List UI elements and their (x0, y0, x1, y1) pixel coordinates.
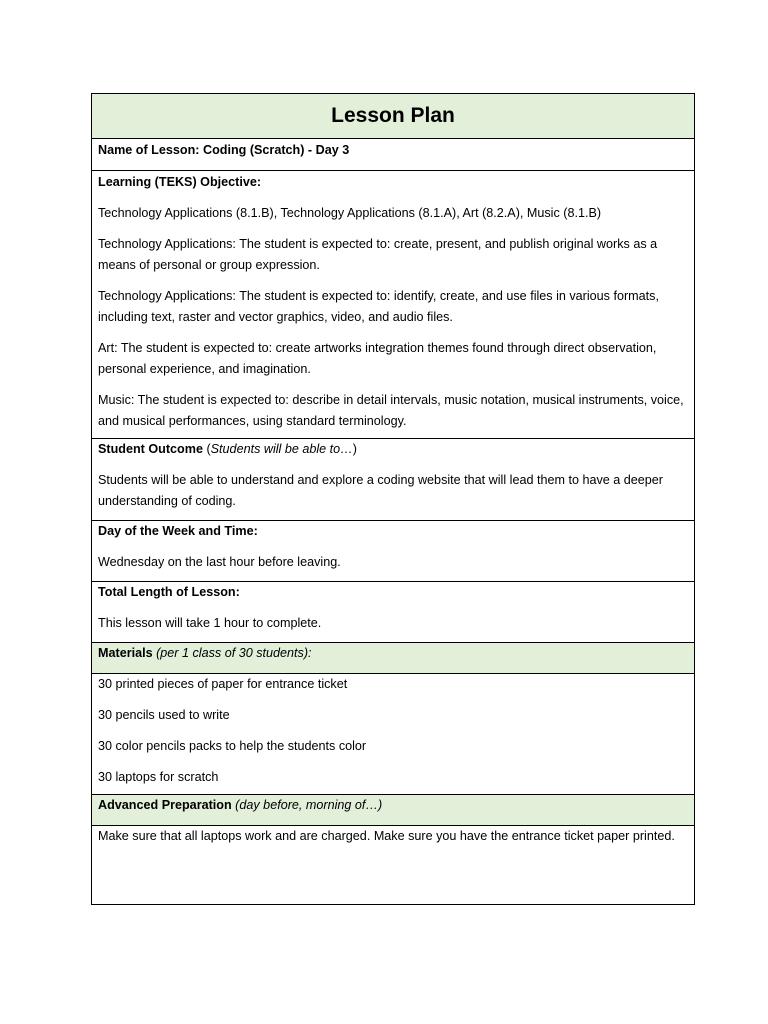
advanced-preparation-note: (day before, morning of…) (231, 798, 383, 812)
learning-objective-row (92, 171, 695, 439)
objective-paragraph: Technology Applications: The student is expected to: identify, create, and use files in various formats, including text, raster and vector graphics, video, and audio files. (98, 289, 659, 324)
objective-paragraph: Music: The student is expected to: describe in detail intervals, music notation, musical instruments, voice, and musical performances, using standard terminology. (98, 393, 684, 428)
student-outcome-text: Students will be able to understand and explore a coding website that will lead them to have a deeper understanding of coding. (98, 473, 663, 508)
materials-heading-row (92, 643, 695, 674)
student-outcome-cell (92, 439, 695, 521)
day-time-row (92, 521, 695, 582)
advanced-preparation-heading: Advanced Preparation (98, 798, 232, 812)
student-outcome-paren-close: ) (352, 442, 357, 456)
total-length-cell (92, 582, 695, 643)
material-item: 30 color pencils packs to help the students color (98, 739, 367, 753)
learning-objective-cell (92, 171, 695, 439)
advanced-preparation-row (92, 826, 695, 905)
title-row (92, 94, 695, 139)
objective-paragraph: Art: The student is expected to: create artworks integration themes found through direct observation, personal experience, and imagination. (98, 341, 657, 376)
objective-paragraph: Technology Applications (8.1.B), Technology Applications (8.1.A), Art (8.2.A), Music (8.1.B) (98, 206, 602, 220)
document-title: Lesson Plan (92, 94, 695, 139)
material-item: 30 printed pieces of paper for entrance ticket (98, 677, 348, 691)
day-time-text: Wednesday on the last hour before leaving. (98, 555, 341, 569)
advanced-preparation-text: Make sure that all laptops work and are charged. Make sure you have the entrance ticket paper printed. (92, 826, 695, 905)
materials-list-row (92, 674, 695, 795)
material-item: 30 laptops for scratch (98, 770, 219, 784)
name-of-lesson-row (92, 139, 695, 171)
objective-paragraph: Technology Applications: The student is expected to: create, present, and publish original works as a means of personal or group expression. (98, 237, 658, 272)
advanced-preparation-heading-cell (92, 795, 695, 826)
materials-note: (per 1 class of 30 students): (152, 646, 312, 660)
total-length-heading: Total Length of Lesson: (98, 585, 240, 599)
day-time-cell (92, 521, 695, 582)
total-length-row (92, 582, 695, 643)
total-length-text: This lesson will take 1 hour to complete. (98, 616, 322, 630)
student-outcome-heading: Student Outcome (98, 442, 203, 456)
student-outcome-note: Students will be able to… (210, 442, 353, 456)
materials-heading-cell (92, 643, 695, 674)
student-outcome-paren-open: ( (202, 442, 211, 456)
learning-objective-heading: Learning (TEKS) Objective: (98, 175, 262, 189)
materials-heading: Materials (98, 646, 153, 660)
student-outcome-heading-line (98, 439, 688, 460)
advanced-preparation-heading-row (92, 795, 695, 826)
name-of-lesson: Name of Lesson: Coding (Scratch) - Day 3 (92, 139, 695, 171)
materials-list (92, 674, 695, 795)
student-outcome-row (92, 439, 695, 521)
lesson-plan-table (91, 93, 695, 905)
lesson-plan-document (91, 93, 695, 905)
material-item: 30 pencils used to write (98, 708, 230, 722)
day-time-heading: Day of the Week and Time: (98, 524, 258, 538)
